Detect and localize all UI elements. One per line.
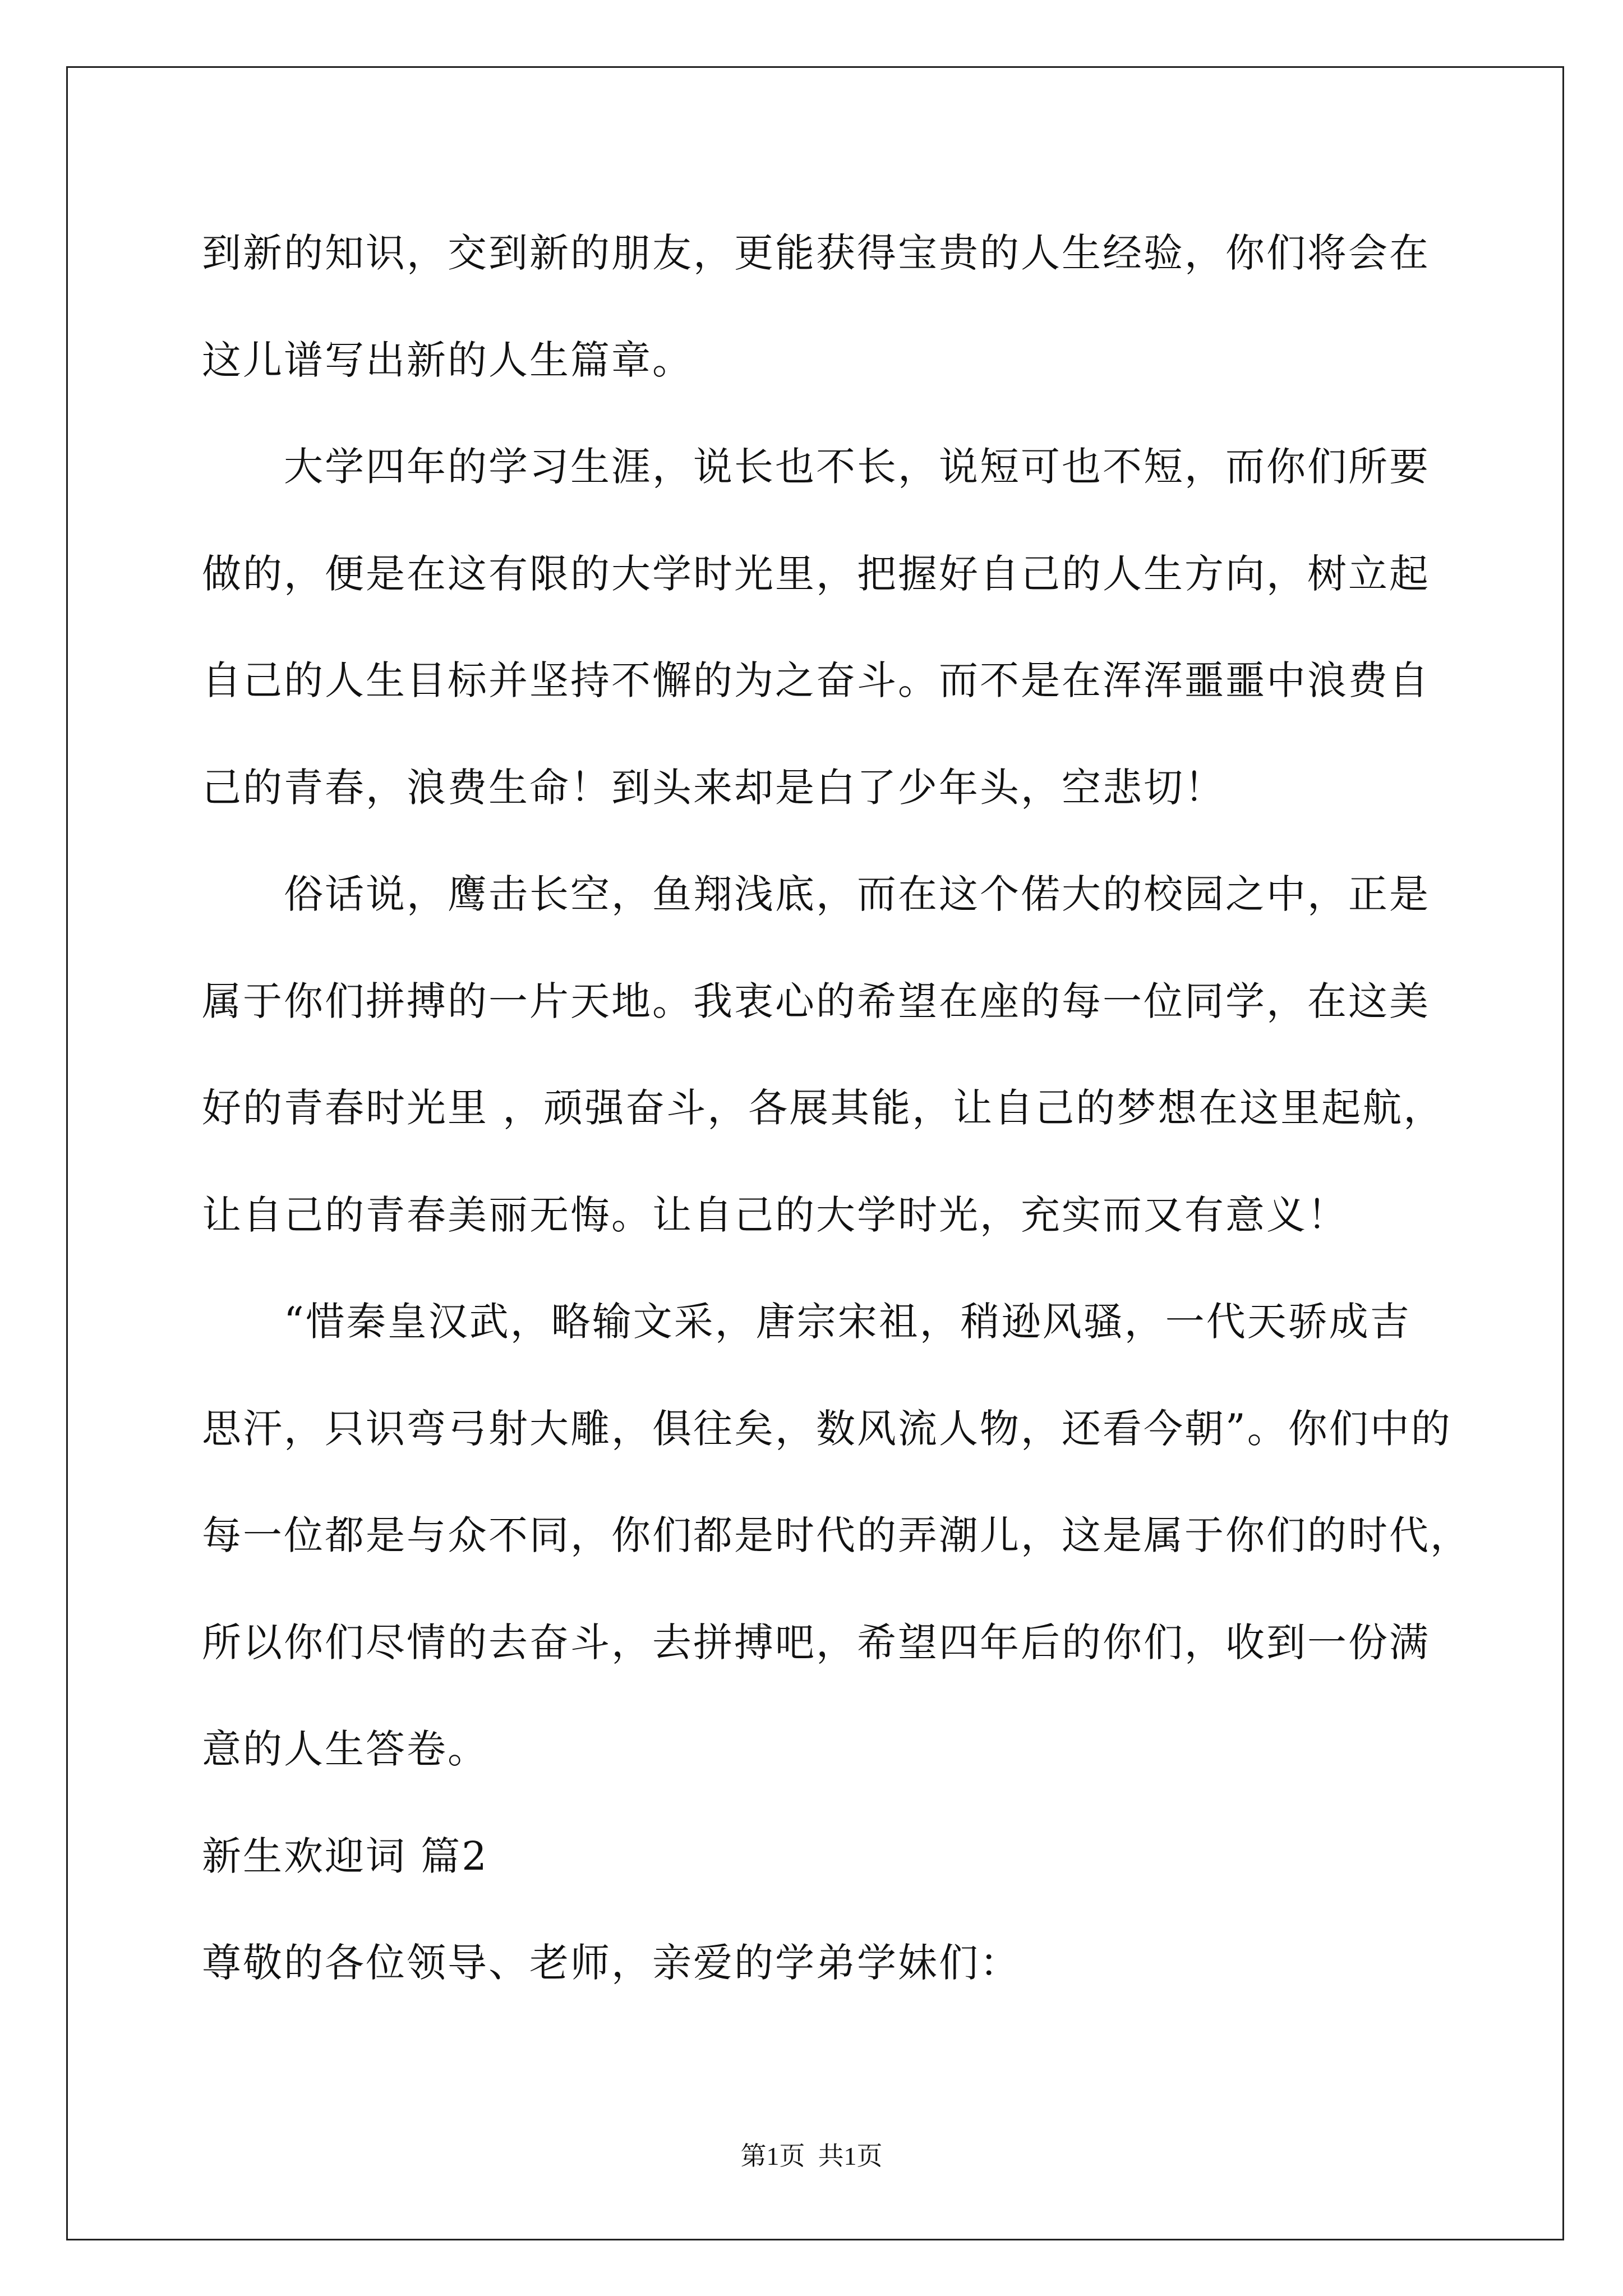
- paragraph-3: [202, 841, 1537, 1268]
- text-line: 己的青春，浪费生命！到头来却是白了少年头，空悲切！: [202, 764, 1225, 811]
- text-line: 做的，便是在这有限的大学时光里，把握好自己的人生方向，树立起: [202, 550, 1430, 597]
- document-body: [202, 200, 1537, 2017]
- text-line: 让自己的青春美丽无悔。让自己的大学时光，充实而又有意义！: [202, 1191, 1348, 1238]
- page-number-footer: 第1页 共1页: [740, 2142, 883, 2170]
- text-line: 俗话说，鹰击长空，鱼翔浅底，而在这个偌大的校园之中，正是: [284, 871, 1430, 917]
- paragraph-1: [202, 200, 1537, 413]
- text-line: 每一位都是与众不同，你们都是时代的弄潮儿，这是属于你们的时代，: [202, 1512, 1471, 1558]
- text-line: 好的青春时光里 ，顽强奋斗，各展其能，让自己的梦想在这里起航，: [202, 1085, 1445, 1131]
- text-line: “惜秦皇汉武，略输文采，唐宗宋祖，稍逊风骚，一代天骄成吉: [284, 1299, 1411, 1345]
- text-line: 这儿谱写出新的人生篇章。: [202, 337, 693, 383]
- text-line: 到新的知识，交到新的朋友，更能获得宝贵的人生经验，你们将会在: [202, 230, 1430, 276]
- text-line: 意的人生答卷。: [202, 1726, 488, 1772]
- salutation: 尊敬的各位领导、老师，亲爱的学弟学妹们：: [202, 1940, 1021, 1986]
- paragraph-2: [202, 413, 1537, 841]
- text-line: 所以你们尽情的去奋斗，去拼搏吧，希望四年后的你们，收到一份满: [202, 1619, 1430, 1665]
- section-heading: 新生欢迎词 篇2: [202, 1833, 488, 1879]
- text-line: 自己的人生目标并坚持不懈的为之奋斗。而不是在浑浑噩噩中浪费自: [202, 657, 1430, 703]
- paragraph-4: [202, 1268, 1537, 1803]
- text-line: 大学四年的学习生涯，说长也不长，说短可也不短，而你们所要: [284, 444, 1430, 490]
- text-line: 思汗，只识弯弓射大雕，俱往矣，数风流人物，还看今朝”。你们中的: [202, 1405, 1452, 1452]
- text-line: 属于你们拼搏的一片天地。我衷心的希望在座的每一位同学，在这美: [202, 978, 1430, 1024]
